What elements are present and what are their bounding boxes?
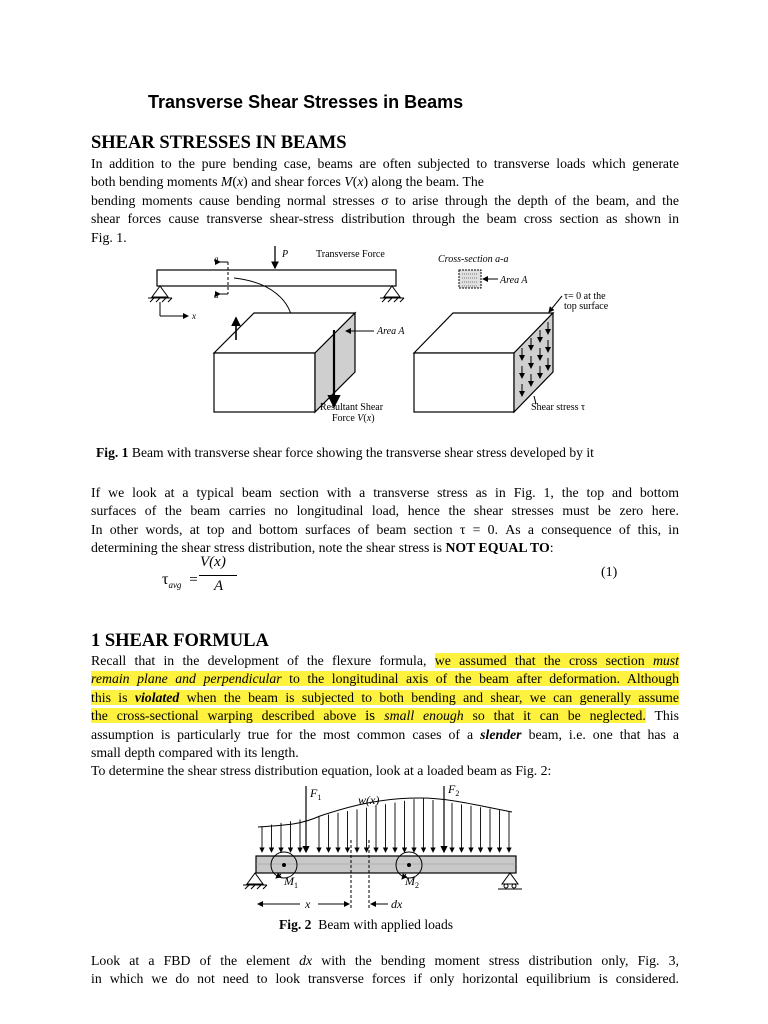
math-symbol: M <box>220 174 233 190</box>
label-area-a-right: Area A <box>500 275 528 286</box>
text-run: Recall that in the development of the flexure formula, <box>91 653 435 668</box>
left-support-2-hatch <box>245 885 267 889</box>
roller-1 <box>504 884 508 888</box>
text-run: both bending moments <box>91 174 221 190</box>
italic-text: dx <box>299 953 313 968</box>
text-run: assumption is particularly true for the most common cases of a <box>91 726 481 742</box>
label-a-bottom: a <box>214 290 219 300</box>
eq-denominator: A <box>214 578 224 594</box>
label-transverse-force: Transverse Force <box>316 249 385 260</box>
text-run: to the longitudinal axis of the beam after deformation. Although <box>281 671 680 687</box>
text-line: small depth compared with its length. <box>91 745 299 761</box>
label-f1: $F_1$ <box>310 786 322 802</box>
label-m1: $M_1$ <box>284 874 298 890</box>
italic-text: remain plane and perpendicular <box>91 671 282 687</box>
math-symbol: x <box>237 174 244 190</box>
eq-numerator: V(x) <box>200 554 226 570</box>
roller-2 <box>512 884 516 888</box>
eq-equals: = <box>189 572 198 588</box>
text-line: surfaces of the beam carries no longitudinal load, hence the shear stresses must be zero here. <box>91 503 679 519</box>
distributed-load-curve <box>258 798 512 827</box>
text-run: the cross-sectional warping described above <box>91 708 366 724</box>
left-support-2 <box>247 873 263 884</box>
text-line: Fig. 1. <box>91 229 127 245</box>
label-cross-section: Cross-section a-a <box>438 254 509 265</box>
caption-text: Beam with transverse shear force showing the transverse shear stress developed by it <box>128 445 594 460</box>
eq-tau: τ <box>162 571 169 588</box>
moment-m2-center <box>407 863 411 867</box>
right-support-2 <box>502 873 518 884</box>
text-run: : <box>549 540 554 556</box>
label-shear-stress: Shear stress τ <box>531 402 586 413</box>
label-resultant-2: Force V(x) <box>332 413 375 424</box>
label-x: x <box>305 897 311 911</box>
bold-italic-text: slender <box>480 726 522 742</box>
caption-text: Beam with applied loads <box>311 917 454 932</box>
label-resultant-1: Resultant Shear <box>320 402 384 413</box>
text-line <box>91 952 679 970</box>
bold-italic-text: violated <box>134 689 180 705</box>
eq-number: (1) <box>601 565 618 580</box>
text-run: Look at a FBD of the element <box>91 953 300 968</box>
document-title: Transverse Shear Stresses in Beams <box>148 92 464 112</box>
text-run: ( <box>232 174 238 190</box>
italic-text: must <box>652 653 680 668</box>
text-run: so that it can be neglected. <box>463 708 646 724</box>
text-line: In addition to the pure bending case, beams are often subjected to transverse loads which generate <box>91 156 679 171</box>
text-line: To determine the shear stress distribution equation, look at a loaded beam as Fig. 2: <box>91 763 552 779</box>
text-run: when the beam is subjected to both bending and shear, we can generally assume <box>179 689 679 705</box>
label-dx: dx <box>391 897 403 911</box>
section-heading-shear-formula: 1 SHEAR FORMULA <box>91 631 269 651</box>
text-run: determining the shear stress distribution, note the shear stress is <box>91 540 446 556</box>
text-run: we assumed that the cross section <box>434 653 653 668</box>
label-f2: $F_2$ <box>448 782 460 798</box>
text-run: ( <box>352 174 358 190</box>
label-p: P <box>282 249 289 260</box>
label-area-a-left: Area A <box>377 326 405 337</box>
text-run: ) along the beam. The <box>363 174 484 190</box>
text-run: beam, i.e. one that has a <box>521 726 679 742</box>
math-symbol: V <box>344 174 353 190</box>
text-line: bending moments cause bending normal stresses σ to arise through the depth of the beam, and the <box>91 192 679 208</box>
text-run: This <box>645 708 680 724</box>
paragraph-fbd <box>91 952 679 989</box>
label-m2: $M_2$ <box>405 874 419 890</box>
moment-m1-center <box>282 863 286 867</box>
label-wx: w(x) <box>358 793 380 807</box>
text-line: shear forces cause transverse shear-stress distribution through the beam cross section as shown in <box>91 211 679 227</box>
text-run: with the bending moment stress distribution only, Fig. 3, <box>312 953 679 968</box>
text-line: in which we do not need to look transverse forces if only horizontal equilibrium is considered. <box>91 971 679 987</box>
text-run: ) and shear forces <box>243 174 345 190</box>
italic-text: small enough <box>384 708 464 724</box>
caption-label: Fig. 1 <box>96 445 129 460</box>
label-x-axis: x <box>192 311 196 321</box>
text-line: If we look at a typical beam section with a transverse stress as in Fig. 1, the top and bottom <box>91 485 679 500</box>
label-tau-zero-2: top surface <box>564 301 609 312</box>
caption-label: Fig. 2 <box>279 917 312 932</box>
label-tau-zero-1: τ= 0 at the <box>564 291 606 302</box>
label-a-top: a <box>214 254 219 264</box>
text-line: In other words, at top and bottom surfaces of beam section τ = 0. As a consequence of this, in <box>91 521 679 537</box>
distributed-load-arrows <box>262 799 509 852</box>
text-run: this is <box>91 689 135 705</box>
text-run: is <box>365 708 385 725</box>
math-symbol: x <box>357 174 364 190</box>
eq-sub: avg <box>168 580 182 590</box>
figure-2-caption <box>279 917 453 933</box>
bold-text: NOT EQUAL TO <box>445 540 550 556</box>
section-heading-shear-stresses: SHEAR STRESSES IN BEAMS <box>91 133 347 153</box>
